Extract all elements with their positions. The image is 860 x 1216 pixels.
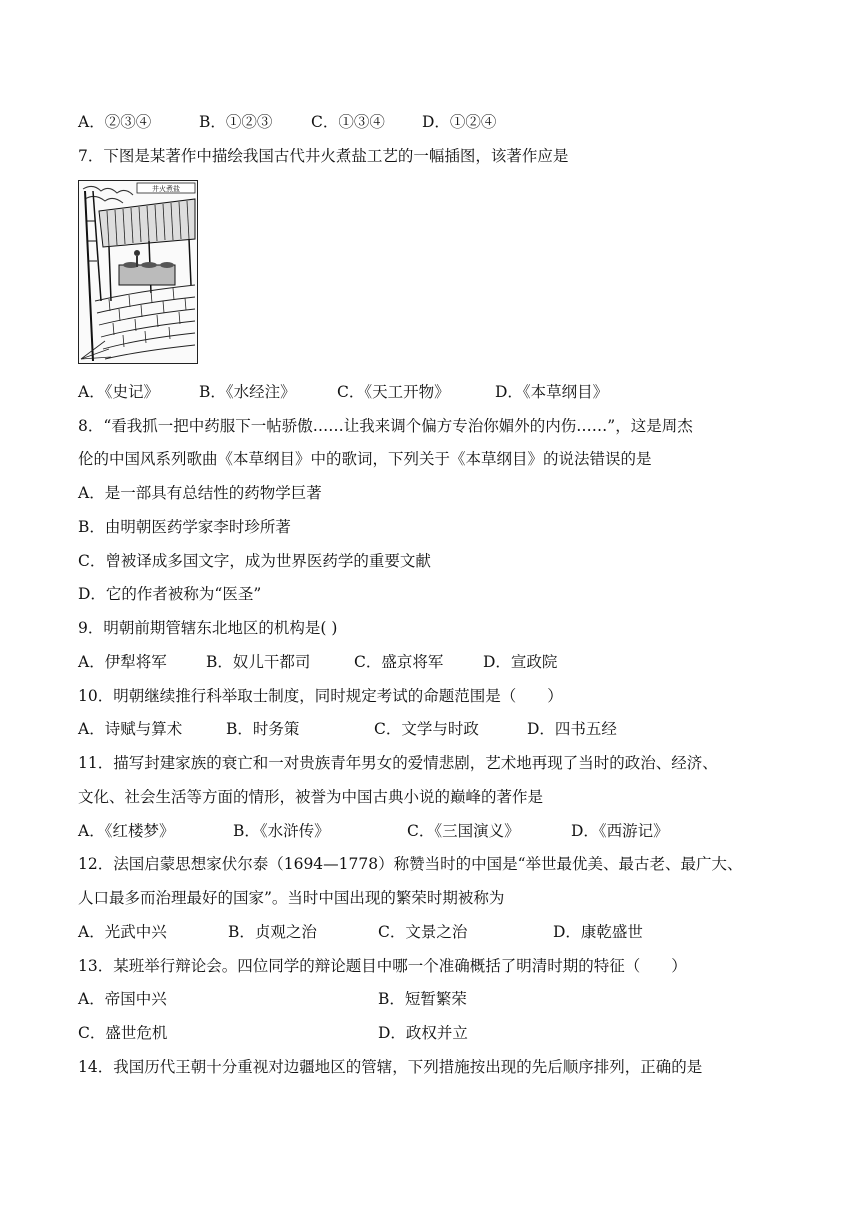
q12-stem-line-2: 人口最多而治理最好的国家”。当时中国出现的繁荣时期被称为: [78, 889, 505, 907]
q11-option-c[interactable]: C．《三国演义》: [407, 822, 520, 840]
salt-boiling-illustration: [78, 180, 198, 364]
q9-stem: 9．明朝前期管辖东北地区的机构是( ): [78, 619, 338, 637]
q7-option-c[interactable]: C．《天工开物》: [337, 383, 450, 401]
q10-option-c[interactable]: C．文学与时政: [374, 720, 479, 738]
q8-option-b[interactable]: B．由明朝医药学家李时珍所著: [78, 518, 291, 536]
q8-option-d[interactable]: D．它的作者被称为“医圣”: [78, 585, 262, 603]
q10-options: [78, 718, 782, 740]
q7-option-a[interactable]: A．《史记》: [78, 383, 159, 401]
q12-stem-line-1: 12．法国启蒙思想家伏尔泰（1694—1778）称赞当时的中国是“举世最优美、最古老、最广大、: [78, 855, 743, 873]
q6-option-a[interactable]: A．②③④: [78, 113, 152, 131]
q10-option-b[interactable]: B．时务策: [226, 720, 300, 738]
q13-option-a[interactable]: A．帝国中兴: [78, 990, 167, 1008]
q6-options: [78, 111, 782, 133]
q11-option-a[interactable]: A．《红楼梦》: [78, 822, 175, 840]
q9-option-c[interactable]: C．盛京将军: [354, 653, 444, 671]
q12-option-a[interactable]: A．光武中兴: [78, 923, 167, 941]
q8-stem-line-2: 伦的中国风系列歌曲《本草纲目》中的歌词，下列关于《本草纲目》的说法错误的是: [78, 450, 652, 468]
q12-option-c[interactable]: C．文景之治: [378, 923, 468, 941]
q6-option-d[interactable]: D．①②④: [422, 113, 497, 131]
q6-option-b[interactable]: B．①②③: [199, 113, 273, 131]
woodcut-image: [79, 181, 197, 363]
q12-options: [78, 921, 782, 943]
q12-option-b[interactable]: B．贞观之治: [228, 923, 317, 941]
q9-option-a[interactable]: A．伊犁将军: [78, 653, 167, 671]
q9-option-d[interactable]: D．宣政院: [483, 653, 558, 671]
q13-option-b[interactable]: B．短暂繁荣: [378, 990, 467, 1008]
q7-options: [78, 381, 782, 403]
q9-option-b[interactable]: B．奴儿干都司: [206, 653, 311, 671]
q6-option-c[interactable]: C．①③④: [311, 113, 385, 131]
q9-options: [78, 651, 782, 673]
q10-option-d[interactable]: D．四书五经: [527, 720, 617, 738]
q7-option-d[interactable]: D．《本草纲目》: [495, 383, 609, 401]
q13-stem: 13．某班举行辩论会。四位同学的辩论题目中哪一个准确概括了明清时期的特征（ ）: [78, 957, 687, 975]
q10-stem: 10．明朝继续推行科举取士制度，同时规定考试的命题范围是（ ）: [78, 687, 563, 705]
q13-option-c[interactable]: C．盛世危机: [78, 1024, 168, 1042]
q14-stem: 14．我国历代王朝十分重视对边疆地区的管辖，下列措施按出现的先后顺序排列，正确的是: [78, 1058, 703, 1076]
q13-options-row-2: [78, 1022, 782, 1044]
q8-option-a[interactable]: A．是一部具有总结性的药物学巨著: [78, 484, 322, 502]
q7-option-b[interactable]: B．《水经注》: [199, 383, 296, 401]
q11-stem-line-1: 11．描写封建家族的衰亡和一对贵族青年男女的爱情悲剧，艺术地再现了当时的政治、经济、: [78, 754, 718, 772]
q12-option-d[interactable]: D．康乾盛世: [553, 923, 643, 941]
q13-option-d[interactable]: D．政权并立: [378, 1024, 468, 1042]
q8-option-c[interactable]: C．曾被译成多国文字，成为世界医药学的重要文献: [78, 552, 431, 570]
figure-caption: 井火煮盐: [152, 185, 180, 193]
q11-option-d[interactable]: D．《西游记》: [571, 822, 669, 840]
q11-options: [78, 820, 782, 842]
q7-stem: 7．下图是某著作中描绘我国古代井火煮盐工艺的一幅插图，该著作应是: [78, 147, 569, 165]
q13-options-row-1: [78, 988, 782, 1010]
q11-stem-line-2: 文化、社会生活等方面的情形，被誉为中国古典小说的巅峰的著作是: [78, 788, 544, 806]
q11-option-b[interactable]: B．《水浒传》: [233, 822, 330, 840]
q10-option-a[interactable]: A．诗赋与算术: [78, 720, 183, 738]
q8-stem-line-1: 8．“看我抓一把中药服下一帖骄傲……让我来调个偏方专治你媚外的内伤……”，这是周杰: [78, 417, 693, 435]
